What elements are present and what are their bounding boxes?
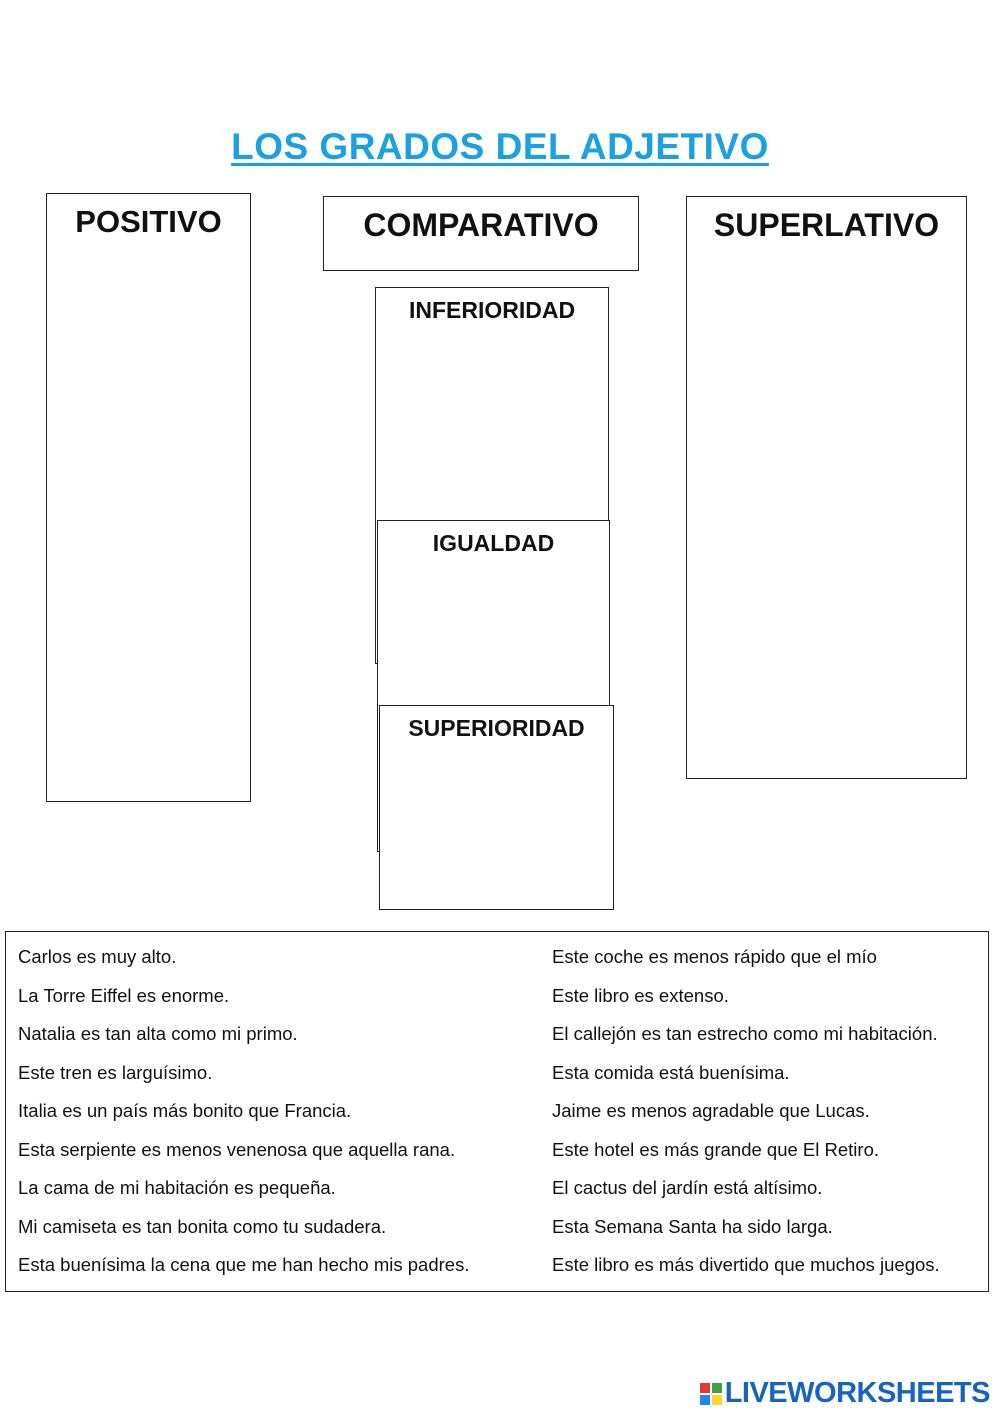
sentence-item[interactable]: Este libro es extenso. xyxy=(552,984,729,1006)
comparativo-heading: COMPARATIVO xyxy=(363,207,599,243)
superioridad-heading: SUPERIORIDAD xyxy=(408,715,585,741)
logo-square xyxy=(712,1383,722,1393)
logo-square xyxy=(712,1395,722,1405)
logo-square xyxy=(700,1395,710,1405)
sentence-item[interactable]: Esta Semana Santa ha sido larga. xyxy=(552,1215,833,1237)
sentence-item[interactable]: Natalia es tan alta como mi primo. xyxy=(18,1023,298,1044)
sentence-item[interactable]: Esta buenísima la cena que me han hecho mis padres. xyxy=(18,1254,470,1275)
sentence-item[interactable]: Este tren es larguísimo. xyxy=(18,1061,213,1083)
superlativo-heading: SUPERLATIVO xyxy=(713,207,940,243)
sentence-item[interactable]: Este coche es menos rápido que el mío xyxy=(552,946,877,967)
sentence-item[interactable]: Este hotel es más grande que El Retiro. xyxy=(552,1138,880,1160)
logo-square xyxy=(700,1383,710,1393)
sentence-item[interactable]: El cactus del jardín está altísimo. xyxy=(552,1177,823,1198)
sentence-item[interactable]: La Torre Eiffel es enorme. xyxy=(18,984,230,1006)
logo-text: LIVEWORKSHEETS xyxy=(724,1377,990,1409)
sentence-item[interactable]: Esta comida está buenísima. xyxy=(552,1061,790,1083)
sentence-item[interactable]: Este libro es más divertido que muchos juegos. xyxy=(552,1254,940,1275)
superlativo-drop-zone[interactable] xyxy=(686,196,967,779)
sentence-item[interactable]: Esta serpiente es menos venenosa que aquella rana. xyxy=(18,1138,456,1160)
comparativo-header-box xyxy=(323,196,639,271)
superioridad-drop-zone[interactable] xyxy=(379,705,614,910)
sentence-item[interactable]: Jaime es menos agradable que Lucas. xyxy=(552,1100,870,1121)
sentence-item[interactable]: Mi camiseta es tan bonita como tu sudadera. xyxy=(18,1215,387,1237)
sentence-bank xyxy=(5,931,989,1292)
sentence-item[interactable]: Italia es un país más bonito que Francia. xyxy=(18,1100,352,1121)
sentence-column-left xyxy=(18,938,469,1285)
logo-icon xyxy=(700,1383,722,1405)
positivo-heading: POSITIVO xyxy=(75,204,222,239)
worksheet-title: LOS GRADOS DEL ADJETIVO xyxy=(231,126,769,167)
sentence-item[interactable]: El callejón es tan estrecho como mi habitación. xyxy=(552,1023,938,1044)
igualdad-heading: IGUALDAD xyxy=(432,530,555,556)
sentence-item[interactable]: La cama de mi habitación es pequeña. xyxy=(18,1177,336,1198)
liveworksheets-logo xyxy=(700,1377,990,1410)
positivo-drop-zone[interactable] xyxy=(46,193,251,802)
inferioridad-heading: INFERIORIDAD xyxy=(408,297,576,323)
sentence-item[interactable]: Carlos es muy alto. xyxy=(18,946,177,967)
sentence-column-right xyxy=(552,938,940,1285)
